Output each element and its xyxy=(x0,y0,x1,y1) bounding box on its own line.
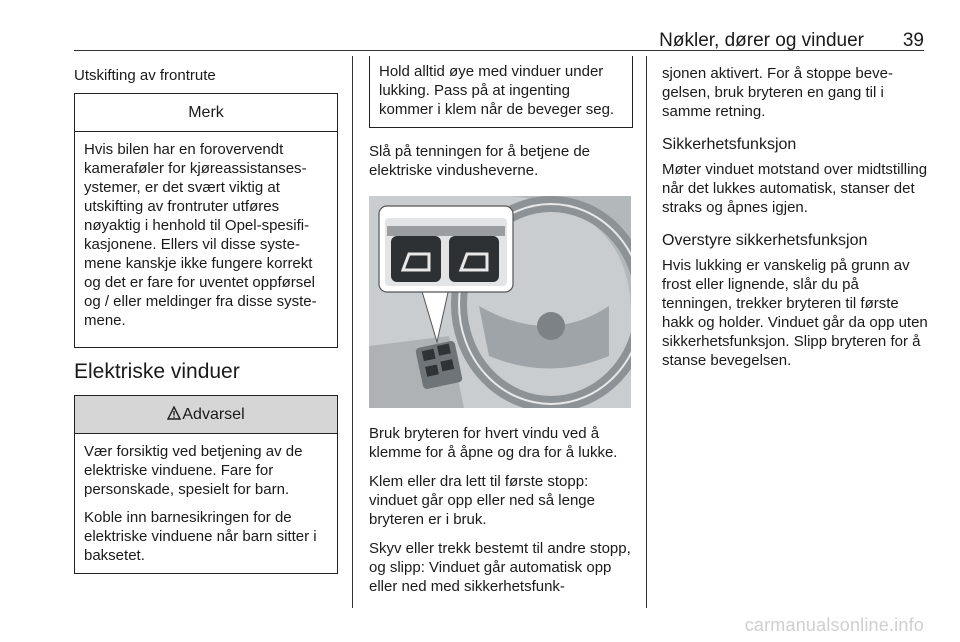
warning-paragraph: Koble inn barnesikringen for de elektriske vinduene når barn sitter i baksetet. xyxy=(84,509,317,564)
note-box-body xyxy=(75,132,337,347)
warning-box-heading-label: Advarsel xyxy=(182,406,245,423)
section-heading-overstyre: Overstyre sikkerhetsfunksjon xyxy=(662,232,868,249)
caution-box-text: Hold alltid øye med vinduer under lukking. Pass på at ingenting kommer i klem når de beveger seg. xyxy=(379,63,615,118)
watermark: carmanualsonline.info xyxy=(744,615,924,635)
warning-box-heading xyxy=(75,395,337,434)
body-paragraph: Klem eller dra lett til første stopp: vinduet går opp eller ned så lenge bryteren er i bruk. xyxy=(369,473,595,528)
continuation-text: sjonen aktivert. For å stoppe bevegelsen, bruk bryteren en gang til i samme retning. xyxy=(662,65,893,120)
column-3 xyxy=(662,64,930,380)
page-number: 39 xyxy=(902,30,924,51)
note-box-heading: Merk xyxy=(75,93,337,132)
warning-box-body xyxy=(75,434,337,573)
header-rule xyxy=(74,50,924,51)
intro-text: Slå på tenningen for å betjene de elektriske vindusheverne. xyxy=(369,143,591,179)
page-header-title: Nøkler, dører og vinduer xyxy=(659,30,864,51)
warning-box xyxy=(74,395,338,574)
note-box xyxy=(74,93,338,348)
section-heading-sikkerhetsfunksjon: Sikkerhetsfunksjon xyxy=(662,136,797,153)
section-text-overstyre: Hvis lukking er vanskelig på grunn av frost eller lignende, slår du på tenningen, trekker bryteren til første hakk og holder. Vinduet går da opp uten sikkerhetsfunksjon. Slipp bryteren for å stanse bevegelsen. xyxy=(662,257,928,369)
column-divider-1 xyxy=(352,56,353,608)
column-1 xyxy=(74,66,338,574)
warning-paragraph: Vær forsiktig ved betjening av de elektriske vinduene. Fare for personskade, spesielt for barn. xyxy=(84,443,303,498)
warning-triangle-icon xyxy=(167,406,181,420)
caution-box-continued xyxy=(369,56,633,128)
body-paragraph: Skyv eller trekk bestemt til andre stopp, og slipp: Vinduet går automatisk opp eller ned med sikkerhetsfunk- xyxy=(369,540,631,595)
column-divider-2 xyxy=(646,56,647,608)
dashboard-illustration xyxy=(369,196,631,408)
heading-elektriske-vinduer: Elektriske vinduer xyxy=(74,360,240,383)
body-paragraph: Bruk bryteren for hvert vindu ved å klemme for å åpne og dra for å lukke. xyxy=(369,425,618,461)
note-box-text: Hvis bilen har en forovervendt kameraføler for kjøreassistansesystemer, er det svært viktig at utskifting av frontruter utføres nøyaktig i henhold til Opel-spesifikasjonene. Ellers vil disse systemene kanskje ikke fungere korrekt og det er fare for uventet oppførsel og / eller meldinger fra disse systemene. xyxy=(84,141,317,329)
section-title-frontrute: Utskifting av frontrute xyxy=(74,67,216,84)
column-2 xyxy=(369,56,633,606)
window-switch-figure xyxy=(369,196,631,408)
section-text-sikkerhetsfunksjon: Møter vinduet motstand over midtstilling når det lukkes automatisk, stanser det straks og åpnes igjen. xyxy=(662,161,928,216)
